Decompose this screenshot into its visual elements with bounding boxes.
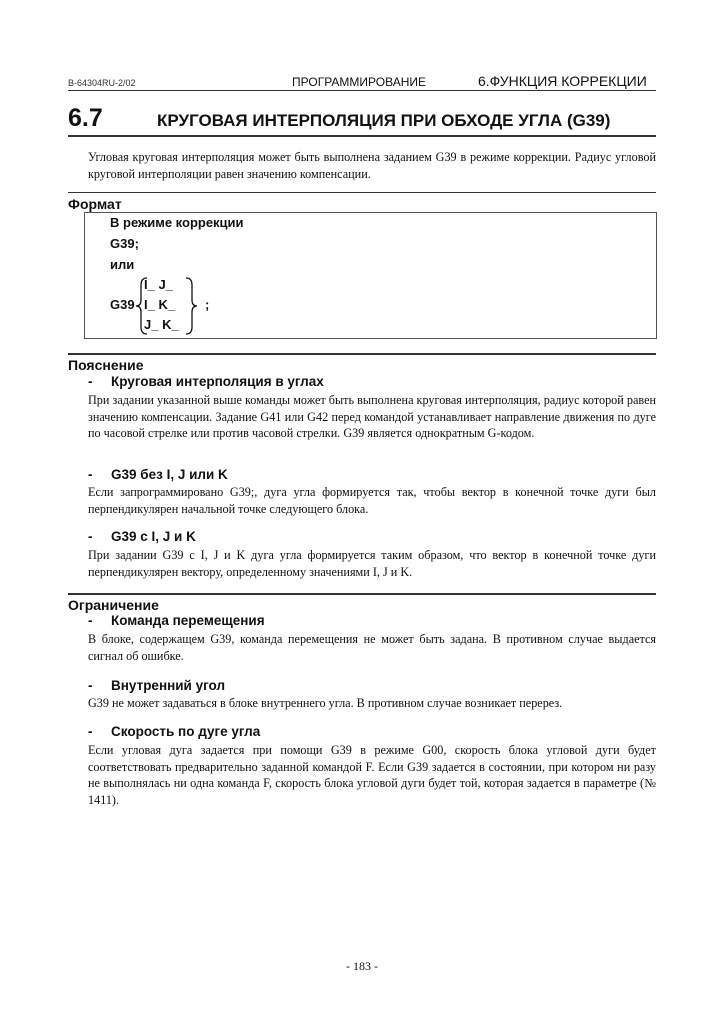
subheading-text: Скорость по дуге угла	[111, 724, 261, 739]
explanation-heading: Пояснение	[68, 357, 144, 373]
dash: -	[88, 529, 93, 544]
format-heading: Формат	[68, 196, 122, 212]
header-rule	[68, 90, 656, 91]
doc-code: B-64304RU-2/02	[68, 78, 136, 88]
subheading-text: G39 с I, J и K	[111, 529, 196, 544]
format-line-or: или	[110, 257, 135, 272]
subheading-move-command	[88, 613, 265, 628]
dash: -	[88, 678, 93, 693]
dash: -	[88, 467, 93, 482]
format-option-ik: I_ K_	[144, 297, 176, 312]
subheading-corner-arc-speed	[88, 724, 260, 739]
title-rule	[68, 135, 656, 137]
paragraph: При задании G39 с I, J и K дуга угла формируется таким образом, что вектор в конечной точке дуги перпендикулярен вектору, определенному значениями I, J и K.	[88, 548, 656, 579]
explanation-rule	[68, 353, 656, 355]
subheading-g39-without-ijk	[88, 467, 228, 482]
paragraph: При задании указанной выше команды может быть выполнена круговая интерполяция, радиус которой равен значению компенсации. Задание G41 или G42 перед командой устанавливает направление движения по дуге по часовой стрелке или против часовой стрелки. G39 является однократным G-кодом.	[88, 393, 656, 441]
subheading-inner-corner	[88, 678, 225, 693]
subheading-text: Внутренний угол	[111, 678, 226, 693]
format-end: ;	[205, 297, 210, 312]
paragraph: Если угловая дуга задается при помощи G39 в режиме G00, скорость блока угловой дуги будет соответствовать предварительно заданной командой F. Если G39 задается в состоянии, при котором ни разу не выполнялась ни одна команда F, скорость блока угловой дуги будет той, которая задается в параметре (№ 1411).	[88, 743, 656, 807]
subheading-g39-with-ijk	[88, 529, 196, 544]
format-option-ij: I_ J_	[144, 277, 173, 292]
format-line-mode: В режиме коррекции	[110, 215, 244, 230]
limitation-rule	[68, 593, 656, 595]
section-number: 6.7	[68, 104, 103, 132]
subheading-text: Команда перемещения	[111, 613, 265, 628]
format-rule	[68, 192, 656, 193]
subheading-text: Круговая интерполяция в углах	[111, 374, 324, 389]
format-box	[84, 212, 657, 339]
header-section: ПРОГРАММИРОВАНИЕ	[292, 75, 426, 89]
dash: -	[88, 374, 93, 389]
format-cmd: G39	[110, 297, 135, 312]
paragraph: В блоке, содержащем G39, команда перемещения не может быть задана. В противном случае выдается сигнал об ошибке.	[88, 632, 656, 663]
dash: -	[88, 613, 93, 628]
format-option-jk: J_ K_	[144, 317, 179, 332]
subheading-corner-interpolation	[88, 374, 324, 389]
right-brace-icon	[184, 277, 198, 335]
limitation-heading: Ограничение	[68, 597, 159, 613]
paragraph: G39 не может задаваться в блоке внутреннего угла. В противном случае возникает перерез.	[88, 696, 563, 710]
header-chapter: 6.ФУНКЦИЯ КОРРЕКЦИИ	[478, 73, 647, 89]
intro-paragraph: Угловая круговая интерполяция может быть выполнена заданием G39 в режиме коррекции. Радиус угловой круговой интерполяции равен значению компенсации.	[88, 150, 656, 181]
page-number: - 183 -	[346, 959, 378, 973]
subheading-text: G39 без I, J или K	[111, 467, 228, 482]
dash: -	[88, 724, 93, 739]
section-title: КРУГОВАЯ ИНТЕРПОЛЯЦИЯ ПРИ ОБХОДЕ УГЛА (G39)	[157, 111, 611, 130]
format-line-g39: G39;	[110, 236, 139, 251]
paragraph: Если запрограммировано G39;, дуга угла формируется так, чтобы вектор в конечной точке дуги был перпендикулярен начальной точке следующего блока.	[88, 485, 656, 516]
